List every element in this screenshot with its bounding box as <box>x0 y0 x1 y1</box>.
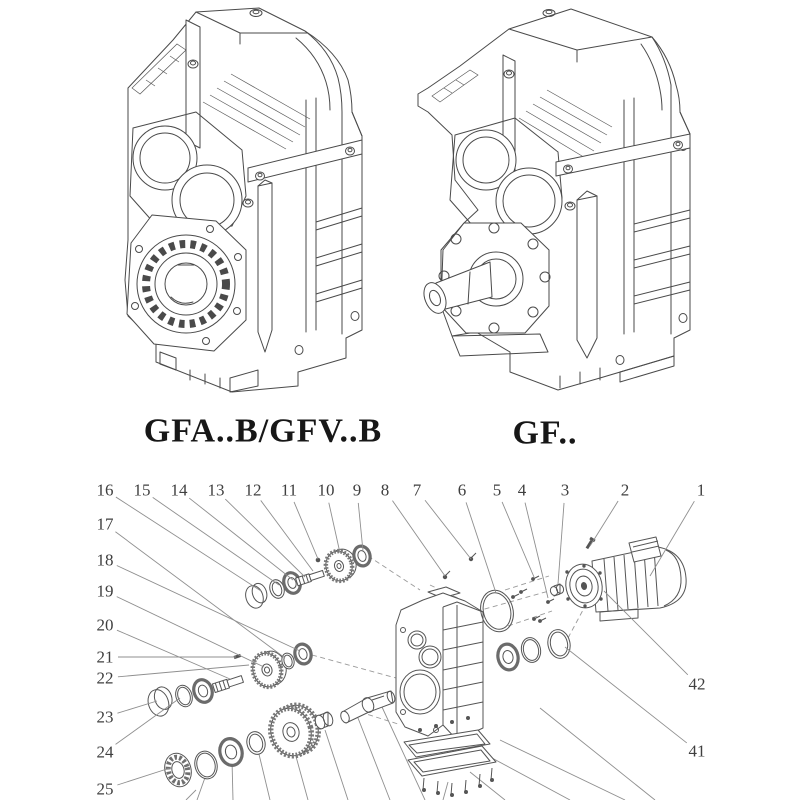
gearbox-drawing-gf <box>418 9 690 390</box>
part-pinion-shaft-20 <box>212 675 243 693</box>
leader-9 <box>358 503 363 551</box>
callout-42: 42 <box>688 674 706 694</box>
callout-23: 23 <box>96 707 114 727</box>
callout-12: 12 <box>244 480 262 500</box>
output-flange-and-shaft <box>420 223 550 333</box>
part-bushing <box>314 711 335 730</box>
leader-6 <box>466 502 496 593</box>
callout-22: 22 <box>96 668 114 688</box>
callout-14: 14 <box>170 480 188 500</box>
leader-3 <box>558 503 564 584</box>
leader-15 <box>153 497 279 585</box>
mounting-strap <box>248 140 362 182</box>
callout-3: 3 <box>560 480 570 500</box>
part-snap-ring <box>192 749 220 782</box>
cutoff-leader-13 <box>186 790 196 800</box>
cutoff-leader-9 <box>470 772 505 800</box>
cutoff-leader-12 <box>540 708 655 800</box>
part-housing <box>396 587 496 797</box>
part-ring-41 <box>545 628 573 661</box>
mounting-feet <box>160 352 258 392</box>
part-bearing-9 <box>352 544 373 567</box>
callout-8: 8 <box>380 480 390 500</box>
callout-19: 19 <box>96 581 114 601</box>
callout-18: 18 <box>96 550 114 570</box>
support-pillar <box>186 20 200 148</box>
vertical-rail <box>258 180 272 352</box>
part-bolt-2 <box>585 537 596 550</box>
part-output-gear <box>265 701 323 761</box>
gearbox-drawing-gfab <box>125 8 362 392</box>
part-bearing-42-group <box>496 628 573 672</box>
callout-13: 13 <box>207 480 225 500</box>
cooling-fins <box>432 70 612 159</box>
assembly-axis-1 <box>368 556 420 590</box>
part-cap-16 <box>243 581 271 610</box>
part-motor-1 <box>562 537 686 621</box>
assembly-axis-3 <box>312 655 396 678</box>
cutoff-leader-8 <box>443 782 448 800</box>
side-frame-ribs <box>295 98 362 355</box>
hollow-shaft-bearing-face <box>127 215 246 351</box>
leader-41 <box>565 647 687 743</box>
cutoff-leader-3 <box>258 750 270 800</box>
leader-5 <box>502 502 534 577</box>
leader-4 <box>525 503 548 598</box>
leader-2 <box>590 501 618 546</box>
leader-22 <box>118 665 249 677</box>
leader-18 <box>117 565 300 651</box>
callout-16: 16 <box>96 480 114 500</box>
part-roller-bearing-25 <box>161 750 195 790</box>
callout-25: 25 <box>96 779 114 799</box>
cutoff-leader-11 <box>500 740 625 800</box>
callout-6: 6 <box>457 480 467 500</box>
leader-8 <box>392 501 445 576</box>
callout-1: 1 <box>696 480 706 500</box>
callout-20: 20 <box>96 615 114 635</box>
callout-4: 4 <box>517 480 527 500</box>
model-label-gf: GF.. <box>512 414 578 452</box>
part-ring-output <box>244 730 267 757</box>
part-bearing-output <box>217 736 245 768</box>
part-bolts-7-8 <box>443 553 476 579</box>
part-bearing-22 <box>191 677 215 704</box>
assembly-axis-7 <box>568 610 583 638</box>
cutoff-leader-10 <box>492 758 570 800</box>
callout-41: 41 <box>688 741 706 761</box>
mounting-feet <box>452 334 674 388</box>
leader-13 <box>225 499 305 577</box>
callout-7: 7 <box>412 480 422 500</box>
leader-24 <box>116 698 180 744</box>
cutoff-leader-6 <box>358 718 390 800</box>
leader-16 <box>116 497 261 591</box>
leader-19 <box>117 597 264 667</box>
callout-5: 5 <box>492 480 502 500</box>
callout-15: 15 <box>133 480 151 500</box>
vertical-rail <box>577 191 597 358</box>
part-ring-24 <box>173 683 195 709</box>
leader-25 <box>117 768 170 785</box>
leader-14 <box>189 498 293 580</box>
callout-10: 10 <box>317 480 335 500</box>
part-bearing-18 <box>293 642 314 665</box>
part-plug-3 <box>549 584 564 597</box>
model-label-gfab: GFA..B/GFV..B <box>143 412 383 450</box>
cutoff-leader-5 <box>325 730 348 800</box>
callout-24: 24 <box>96 742 114 762</box>
callout-2: 2 <box>620 480 630 500</box>
callout-9: 9 <box>352 480 362 500</box>
exploded-parts-diagram <box>97 481 706 800</box>
leader-10 <box>329 503 340 553</box>
leader-7 <box>425 500 471 559</box>
callout-11: 11 <box>280 480 298 500</box>
assembly-axis-5 <box>505 576 549 590</box>
callout-21: 21 <box>96 647 114 667</box>
part-cap-23 <box>144 685 176 719</box>
callout-17: 17 <box>96 514 114 534</box>
